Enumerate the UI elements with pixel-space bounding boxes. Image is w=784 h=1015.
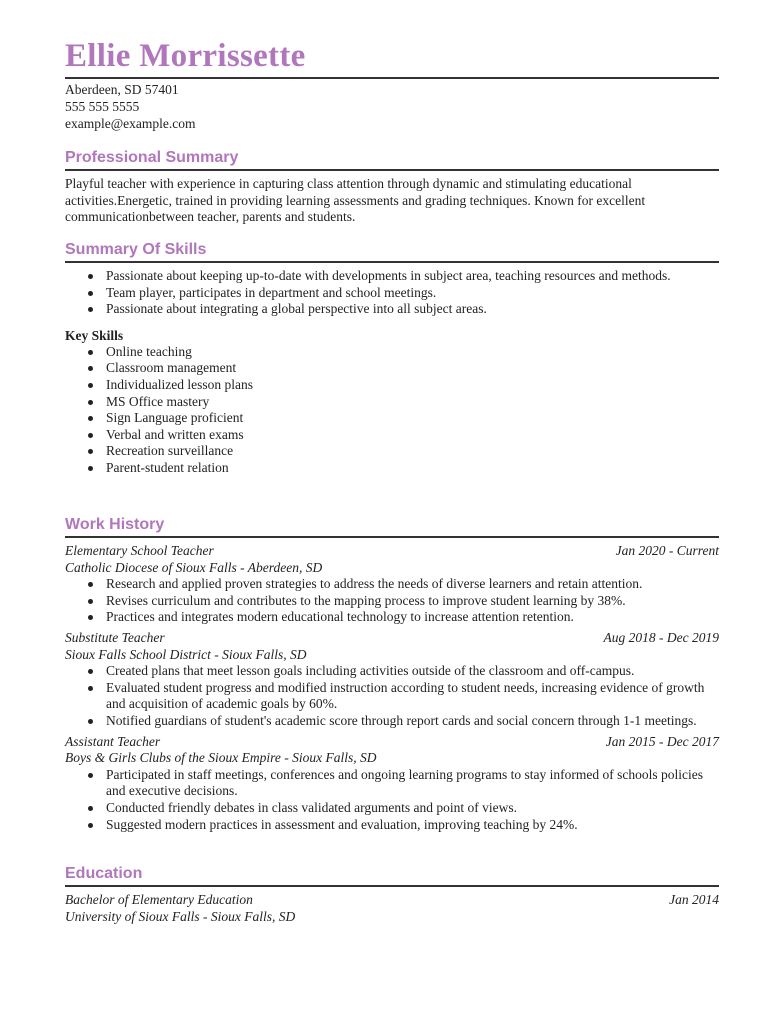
header-divider (65, 77, 719, 79)
section-divider (65, 885, 719, 887)
job-title: Substitute Teacher (65, 629, 165, 645)
job-entry (65, 630, 719, 730)
job-entry (65, 543, 719, 626)
bullet-icon (88, 719, 93, 724)
job-dates: Jan 2020 - Current (615, 543, 719, 558)
bullet-icon (88, 350, 93, 355)
section-skills (65, 240, 719, 477)
list-item: Participated in staff meetings, conferences and ongoing learning programs to stay informed of schools policies and executive decisions. (65, 767, 719, 800)
job-duties (65, 767, 719, 833)
job-duties (65, 576, 719, 626)
job-duties (65, 663, 719, 729)
section-title: Work History (65, 516, 165, 533)
job-employer: Catholic Diocese of Sioux Falls - Aberdeen, SD (65, 559, 323, 575)
list-item: Revises curriculum and contributes to the mapping process to improve student learning by 38%. (65, 593, 719, 610)
list-item: Practices and integrates modern educational technology to increase attention retention. (65, 609, 719, 626)
bullet-icon (88, 669, 93, 674)
contact-address: Aberdeen, SD 57401 (65, 82, 179, 97)
school-name: University of Sioux Falls - Sioux Falls, SD (65, 908, 296, 924)
bullet-icon (88, 615, 93, 620)
section-divider (65, 261, 719, 263)
section-education (65, 864, 719, 925)
list-item: Online teaching (65, 344, 719, 361)
degree-title: Bachelor of Elementary Education (65, 892, 253, 907)
section-work-history (65, 515, 719, 833)
job-dates: Aug 2018 - Dec 2019 (603, 629, 719, 645)
list-item: Research and applied proven strategies to address the needs of diverse learners and retain attention. (65, 576, 719, 593)
section-divider (65, 169, 719, 171)
list-item: Team player, participates in department and school meetings. (65, 285, 719, 302)
section-professional-summary (65, 148, 719, 226)
list-item: Passionate about integrating a global perspective into all subject areas. (65, 301, 719, 318)
key-skills-list (65, 344, 719, 477)
contact-email: example@example.com (65, 116, 196, 131)
list-item: Created plans that meet lesson goals including activities outside of the classroom and off-campus. (65, 663, 719, 680)
job-title: Assistant Teacher (65, 733, 161, 749)
summary-text: Playful teacher with experience in capturing class attention through dynamic and stimulating educational activities.Energetic, trained in providing learning assessments and grading techniques. Known for excellent communicationbetween teacher, parents and students. (65, 176, 646, 225)
bullet-icon (88, 686, 93, 691)
list-item: Conducted friendly debates in class validated arguments and point of views. (65, 800, 719, 817)
list-item: MS Office mastery (65, 394, 719, 411)
list-item: Classroom management (65, 360, 719, 377)
bullet-icon (88, 274, 93, 279)
education-date: Jan 2014 (669, 892, 719, 907)
job-dates: Jan 2015 - Dec 2017 (605, 733, 719, 749)
list-item: Recreation surveillance (65, 443, 719, 460)
list-item: Suggested modern practices in assessment and evaluation, improving teaching by 24%. (65, 817, 719, 834)
bullet-icon (88, 599, 93, 604)
bullet-icon (88, 582, 93, 587)
job-entry (65, 734, 719, 834)
job-title: Elementary School Teacher (65, 543, 214, 558)
bullet-icon (88, 400, 93, 405)
bullet-icon (88, 806, 93, 811)
candidate-name: Ellie Morrissette (65, 38, 306, 74)
bullet-icon (88, 366, 93, 371)
key-skills-heading: Key Skills (65, 327, 124, 343)
list-item: Individualized lesson plans (65, 377, 719, 394)
bullet-icon (88, 449, 93, 454)
bullet-icon (88, 823, 93, 828)
contact-block (65, 81, 196, 132)
skills-list (65, 268, 719, 318)
contact-phone: 555 555 5555 (65, 99, 140, 114)
list-item: Parent-student relation (65, 460, 719, 477)
bullet-icon (88, 383, 93, 388)
job-employer: Boys & Girls Clubs of the Sioux Empire - Sioux Falls, SD (65, 750, 377, 766)
bullet-icon (88, 307, 93, 312)
bullet-icon (88, 433, 93, 438)
list-item: Notified guardians of student's academic score through report cards and social concern through 1-1 meetings. (65, 713, 719, 730)
list-item: Sign Language proficient (65, 410, 719, 427)
bullet-icon (88, 773, 93, 778)
section-title: Professional Summary (65, 149, 239, 166)
list-item: Passionate about keeping up-to-date with developments in subject area, teaching resources and methods. (65, 268, 719, 285)
section-title: Education (65, 865, 143, 882)
bullet-icon (88, 291, 93, 296)
job-employer: Sioux Falls School District - Sioux Falls, SD (65, 646, 307, 662)
list-item: Evaluated student progress and modified instruction according to student needs, increasing evidence of growth and acquisition of academic goals by 60%. (65, 680, 719, 713)
section-title: Summary Of Skills (65, 241, 207, 258)
bullet-icon (88, 416, 93, 421)
list-item: Verbal and written exams (65, 427, 719, 444)
section-divider (65, 536, 719, 538)
bullet-icon (88, 466, 93, 471)
